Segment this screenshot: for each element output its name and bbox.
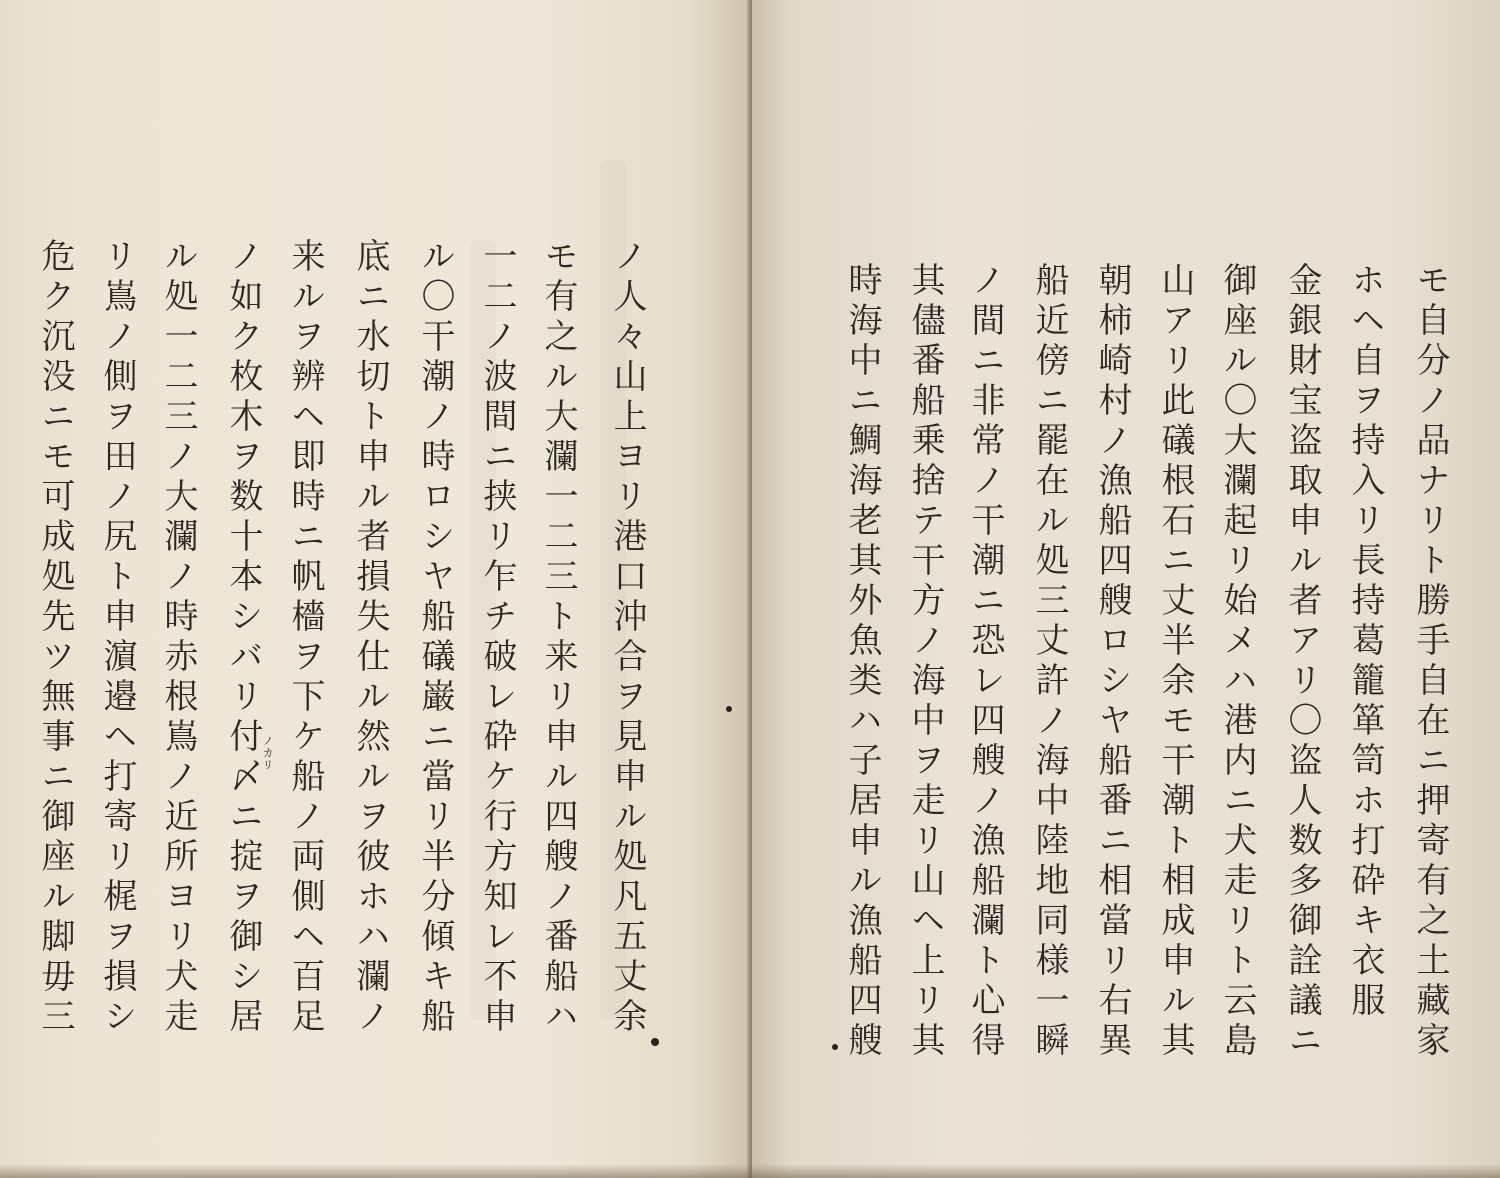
text-column: 底ニ水切ト申ル者損失仕ル然ルヲ彼ホハ瀾ノ [350, 238, 390, 1038]
text-column: ホヘ自ヲ持入リ長持葛籠箪笥ホ打砕キ衣服 [1345, 262, 1385, 1022]
text-column: 山アリ此礒根石ニ丈半余モ干潮ト相成申ル其 [1155, 262, 1195, 1062]
text-column: 船近傍ニ罷在ル処三丈許ノ海中陸地同様一瞬 [1029, 262, 1069, 1062]
text-column: ノ如ク枚木ヲ数十本シバリ付〆ニ掟ヲ御シ居 [223, 238, 263, 1038]
text-column: ル〇干潮ノ時ロシヤ船礒巌ニ當リ半分傾キ船 [415, 238, 455, 1038]
ink-spot [726, 706, 732, 712]
ink-spot [832, 1044, 838, 1050]
interlinear-note: ノカリ [261, 735, 274, 771]
text-column: 金銀財宝盗取申ル者アリ〇盗人数多御詮議ニ [1282, 262, 1322, 1062]
ink-spot [651, 1038, 659, 1046]
text-column: リ嶌ノ側ヲ田ノ尻ト申濵邉ヘ打寄リ梶ヲ損シ [97, 238, 137, 1038]
text-column: ノ間ニ非常ノ干潮ニ恐レ四艘ノ漁船瀾ト心得 [965, 262, 1005, 1062]
text-column: ル処一二三ノ大瀾ノ時赤根嶌ノ近所ヨリ犬走 [158, 238, 198, 1038]
text-column: モ自分ノ品ナリト勝手自在ニ押寄有之土藏家 [1410, 262, 1450, 1062]
text-column: 危ク沉没ニモ可成処先ツ無事ニ御座ル脚毋三 [35, 238, 75, 1038]
text-column: 来ルヲ辨ヘ即時ニ帆檣ヲ下ケ船ノ両側ヘ百足 [285, 238, 325, 1038]
text-column: ノ人々山上ヨリ港口沖合ヲ見申ル処凡五丈余 [607, 238, 647, 1038]
text-column: 其儘番船乗捨テ干方ノ海中ヲ走リ山ヘ上リ其 [905, 262, 945, 1062]
right-page [752, 0, 1500, 1178]
text-column: 時海中ニ鯛海老其外魚类ハ子居申ル漁船四艘 [842, 262, 882, 1062]
text-column: 一二ノ波間ニ挟リ乍チ破レ砕ケ行方知レ不申 [477, 238, 517, 1038]
text-column: 御座ル〇大瀾起リ始メハ港内ニ犬走リト云島 [1217, 262, 1257, 1062]
text-column: 朝柿崎村ノ漁船四艘ロシヤ船番ニ相當リ右異 [1092, 262, 1132, 1062]
page-bottom-edge [0, 1164, 1500, 1178]
text-column: モ有之ル大瀾一二三ト来リ申ル四艘ノ番船ハ [538, 238, 578, 1038]
